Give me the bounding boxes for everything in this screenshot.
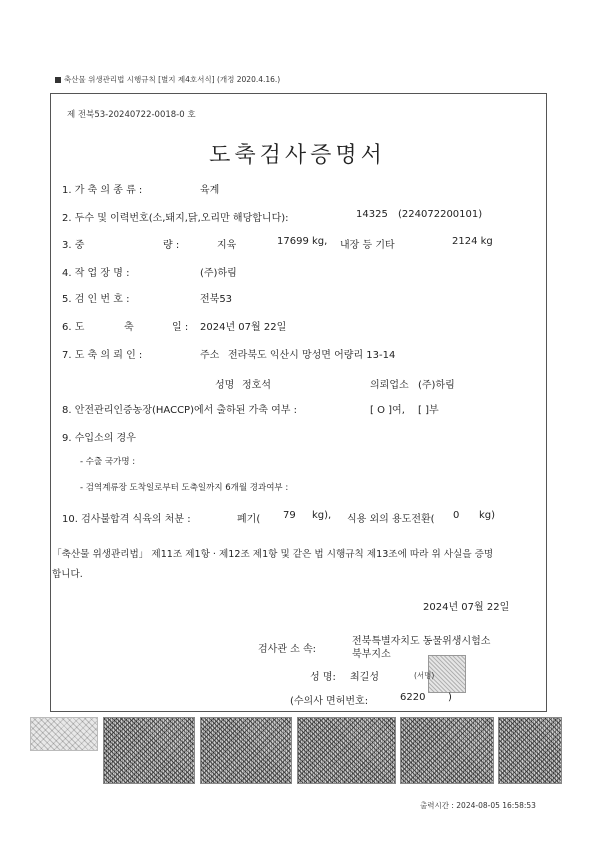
license-label: (수의사 면허번호:	[290, 696, 369, 707]
item7-biz-value: (주)하림	[418, 380, 455, 391]
item4-value: (주)하림	[200, 268, 237, 279]
page-title: 도축검사증명서	[209, 143, 386, 168]
license-value: 6220	[400, 692, 426, 703]
item9-sub2: - 검역계류장 도착일로부터 도축일까지 6개월 경과여부 :	[80, 483, 289, 493]
security-pattern-2	[200, 717, 292, 784]
print-timestamp: 출력시간 : 2024-08-05 16:58:53	[420, 801, 536, 810]
item3-label2: 량 :	[163, 240, 180, 251]
inspector-org-line1: 전북특별자치도 동물위생시험소	[352, 636, 491, 647]
item10-other-label: 식용 외의 용도전환(	[347, 514, 435, 525]
item9-label: 9. 수입소의 경우	[62, 433, 136, 444]
item2-label: 2. 두수 및 이력번호(소,돼지,닭,오리만 해당합니다):	[62, 213, 289, 224]
item7-addr-value: 전라북도 익산시 망성면 어량리 13-14	[228, 350, 396, 361]
item8-yes: [ O ]여,	[370, 405, 405, 416]
bullet-icon	[55, 77, 61, 83]
item7-addr-label: 주소	[200, 350, 220, 361]
item10-discard-label: 폐기(	[237, 514, 261, 525]
item10-discard-unit: kg),	[312, 510, 332, 521]
item2-count: 14325	[356, 209, 388, 220]
item10-label: 10. 검사불합격 식육의 처분 :	[62, 514, 191, 525]
item6-label: 6. 도	[62, 322, 85, 333]
security-pattern-1	[103, 717, 195, 784]
doc-number: 제 전북53-20240722-0018-0 호	[67, 110, 196, 120]
item3-live-label: 지육	[217, 240, 237, 251]
item6-label2: 축	[124, 322, 134, 333]
item10-other-unit: kg)	[479, 510, 496, 521]
item6-label3: 일 :	[172, 322, 189, 333]
item7-name-value: 정호석	[242, 380, 271, 391]
item5-label: 5. 검 인 번 호 :	[62, 294, 130, 305]
item3-other-value: 2124 kg	[452, 236, 493, 247]
item5-value: 전북53	[200, 294, 233, 305]
item3-live-value: 17699 kg,	[277, 236, 328, 247]
security-pattern-3	[297, 717, 396, 784]
item4-label: 4. 작 업 장 명 :	[62, 268, 130, 279]
inspector-org-line2: 북부지소	[352, 649, 391, 660]
item2-trace: (224072200101)	[398, 209, 483, 220]
item10-discard-value: 79	[283, 510, 296, 521]
item8-label: 8. 안전관리인증농장(HACCP)에서 출하된 가축 여부 :	[62, 405, 298, 416]
item10-other-value: 0	[453, 510, 460, 521]
item3-label: 3. 중	[62, 240, 85, 251]
statement-line2: 합니다.	[52, 569, 83, 580]
statement-line1: 「축산물 위생관리법」 제11조 제1항 · 제12조 제1항 및 같은 법 시행규칙 제13조에 따라 위 사실을 증명	[52, 549, 494, 560]
issue-date: 2024년 07월 22일	[423, 602, 510, 613]
item9-sub1: - 수출 국가명 :	[80, 457, 136, 467]
item3-other-label: 내장 등 기타	[340, 240, 395, 251]
security-pattern-left	[30, 717, 98, 751]
item7-label: 7. 도 축 의 뢰 인 :	[62, 350, 143, 361]
inspector-name-label: 성 명:	[310, 672, 336, 683]
security-pattern-5	[498, 717, 562, 784]
inspector-name-value: 최길성	[350, 672, 379, 683]
form-reference-note: 축산물 위생관리법 시행규칙 [별지 제4호서식] (개정 2020.4.16.)	[55, 74, 280, 85]
security-pattern-4	[400, 717, 494, 784]
item7-name-label: 성명	[215, 380, 235, 391]
item8-no: [ ]부	[418, 405, 439, 416]
inspector-org-label: 검사관 소 속:	[258, 644, 317, 655]
item6-value: 2024년 07월 22일	[200, 322, 287, 333]
item1-label: 1. 가 축 의 종 류 :	[62, 185, 143, 196]
item7-biz-label: 의뢰업소	[370, 380, 409, 391]
license-close: )	[448, 692, 452, 703]
item1-value: 육계	[200, 185, 220, 196]
seal-caption: (서명)	[414, 671, 435, 680]
